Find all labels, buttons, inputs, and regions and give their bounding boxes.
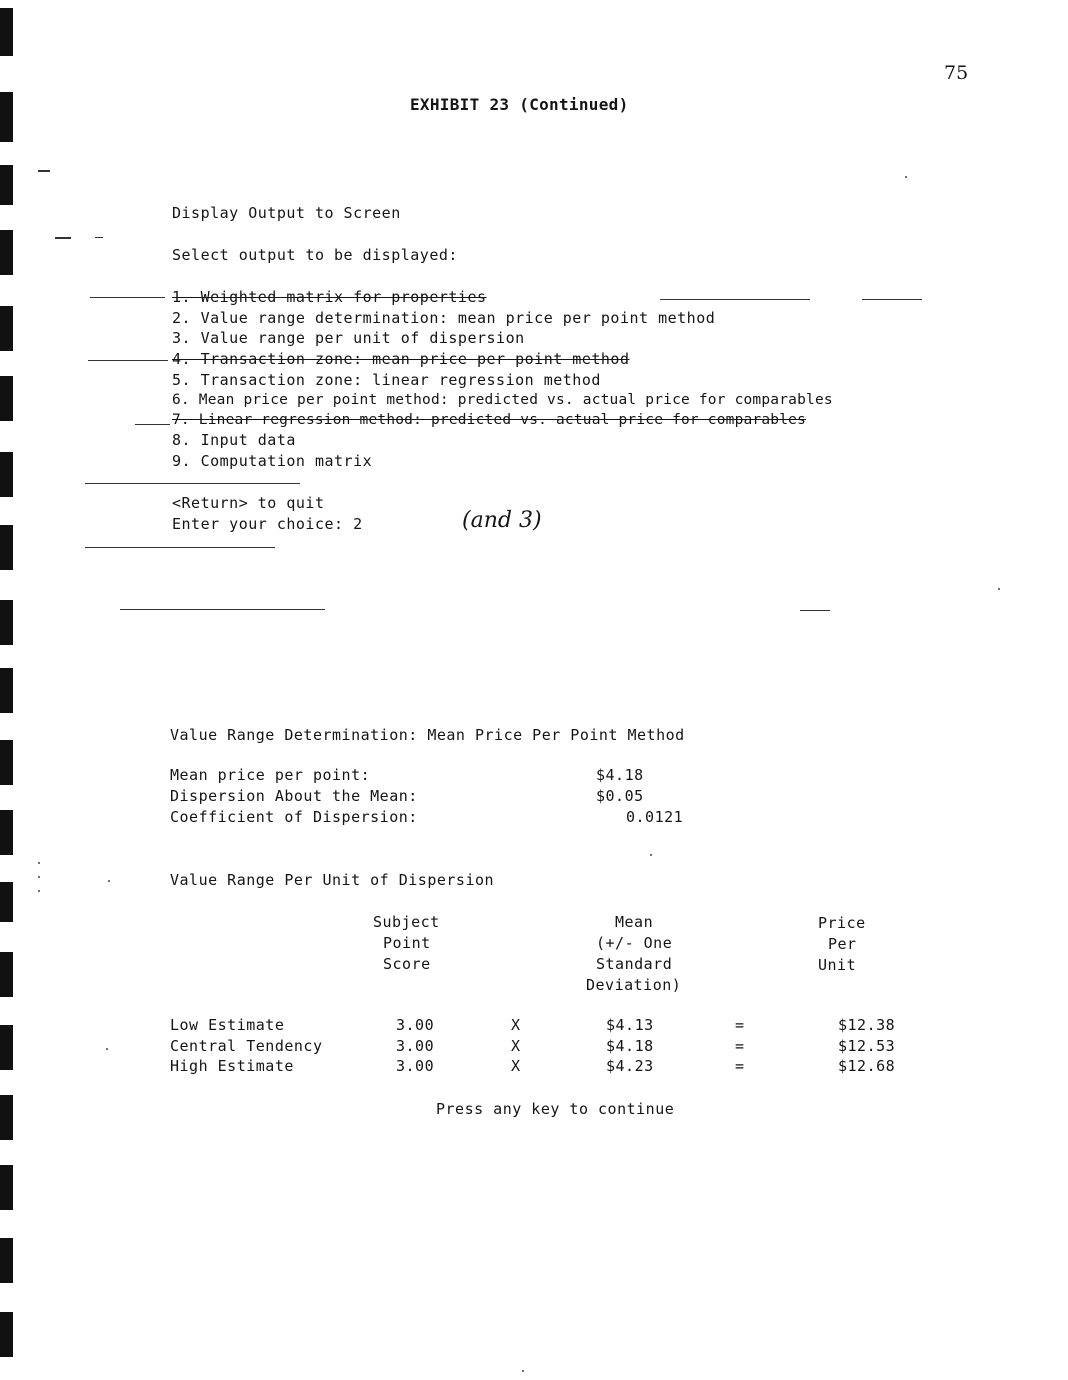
margin-bar: [0, 452, 13, 497]
scan-mark: [90, 297, 165, 298]
scan-mark: [38, 862, 40, 864]
margin-bar: [0, 810, 13, 855]
menu-option[interactable]: 9. Computation matrix: [172, 452, 373, 470]
scan-mark: [85, 483, 300, 484]
margin-bar: [0, 1312, 13, 1357]
row-operator: X: [511, 1057, 521, 1075]
menu-option[interactable]: 1. Weighted matrix for properties: [172, 288, 487, 306]
handwritten-note: (and 3): [462, 508, 542, 533]
scan-mark: [95, 237, 103, 238]
scan-mark: [660, 299, 810, 300]
scan-mark: [108, 880, 110, 882]
row-operator: X: [511, 1037, 521, 1055]
quit-hint: <Return> to quit: [172, 494, 325, 512]
stat-value: $0.05: [596, 787, 644, 805]
margin-bar: [0, 1165, 13, 1210]
menu-option[interactable]: 8. Input data: [172, 431, 296, 449]
margin-bar: [0, 882, 13, 922]
row-price: $12.38: [838, 1016, 896, 1034]
stat-value: $4.18: [596, 766, 644, 784]
menu-prompt: Select output to be displayed:: [172, 246, 458, 264]
exhibit-title: EXHIBIT 23 (Continued): [410, 95, 629, 114]
row-mean: $4.23: [606, 1057, 654, 1075]
row-score: 3.00: [396, 1016, 435, 1034]
scan-mark: [905, 176, 907, 178]
column-header-price: Price: [818, 914, 866, 932]
table-heading: Value Range Per Unit of Dispersion: [170, 871, 495, 889]
margin-bar: [0, 668, 13, 713]
row-operator: X: [511, 1016, 521, 1034]
row-equals: =: [735, 1057, 745, 1075]
results-heading: Value Range Determination: Mean Price Per Point Method: [170, 726, 685, 744]
scan-mark: [38, 876, 40, 878]
scan-mark: [85, 547, 275, 548]
scan-mark: [55, 237, 71, 239]
scan-mark: [862, 299, 922, 300]
margin-bar: [0, 740, 13, 785]
margin-bar: [0, 1238, 13, 1283]
stat-label: Dispersion About the Mean:: [170, 787, 418, 805]
row-label: High Estimate: [170, 1057, 294, 1075]
margin-bar: [0, 165, 13, 205]
stat-label: Mean price per point:: [170, 766, 371, 784]
margin-bar: [0, 525, 13, 570]
column-header-price: Per: [828, 935, 857, 953]
column-header-score: Point: [383, 934, 431, 952]
margin-bar: [0, 306, 13, 351]
scan-mark: [106, 1048, 108, 1050]
menu-option[interactable]: 5. Transaction zone: linear regression method: [172, 371, 601, 389]
scan-mark: [522, 1370, 524, 1372]
menu-option[interactable]: 7. Linear regression method: predicted vs. actual price for comparables: [172, 412, 807, 428]
page-number: 75: [944, 62, 969, 84]
menu-option[interactable]: 6. Mean price per point method: predicted vs. actual price for comparables: [172, 392, 833, 408]
scan-mark: [120, 609, 325, 610]
column-header-price: Unit: [818, 956, 857, 974]
scan-mark: [38, 890, 40, 892]
choice-input[interactable]: Enter your choice: 2: [172, 515, 363, 533]
margin-bar: [0, 1095, 13, 1140]
scan-mark: [88, 360, 168, 361]
row-equals: =: [735, 1037, 745, 1055]
menu-heading: Display Output to Screen: [172, 204, 401, 222]
column-header-score: Score: [383, 955, 431, 973]
scan-mark: [650, 854, 652, 856]
row-price: $12.68: [838, 1057, 896, 1075]
margin-bar: [0, 600, 13, 645]
menu-option[interactable]: 4. Transaction zone: mean price per point method: [172, 350, 630, 368]
row-mean: $4.13: [606, 1016, 654, 1034]
row-mean: $4.18: [606, 1037, 654, 1055]
margin-bar: [0, 230, 13, 275]
menu-option[interactable]: 3. Value range per unit of dispersion: [172, 329, 525, 347]
column-header-mean: Mean: [615, 913, 654, 931]
margin-bar: [0, 376, 13, 421]
column-header-mean: Standard: [596, 955, 673, 973]
row-score: 3.00: [396, 1057, 435, 1075]
row-label: Central Tendency: [170, 1037, 323, 1055]
column-header-mean: Deviation): [586, 976, 682, 994]
scan-mark: [800, 610, 830, 611]
row-score: 3.00: [396, 1037, 435, 1055]
continue-prompt[interactable]: Press any key to continue: [436, 1100, 675, 1118]
margin-bar: [0, 1025, 13, 1070]
margin-bar: [0, 92, 13, 142]
scan-mark: [998, 588, 1000, 590]
row-equals: =: [735, 1016, 745, 1034]
scan-mark: [38, 170, 50, 172]
margin-bar: [0, 8, 13, 56]
stat-label: Coefficient of Dispersion:: [170, 808, 418, 826]
column-header-mean: (+/- One: [596, 934, 673, 952]
menu-option[interactable]: 2. Value range determination: mean price per point method: [172, 309, 716, 327]
row-price: $12.53: [838, 1037, 896, 1055]
scan-mark: [135, 424, 170, 425]
margin-bar: [0, 952, 13, 997]
row-label: Low Estimate: [170, 1016, 285, 1034]
column-header-score: Subject: [373, 913, 440, 931]
stat-value: 0.0121: [626, 808, 684, 826]
